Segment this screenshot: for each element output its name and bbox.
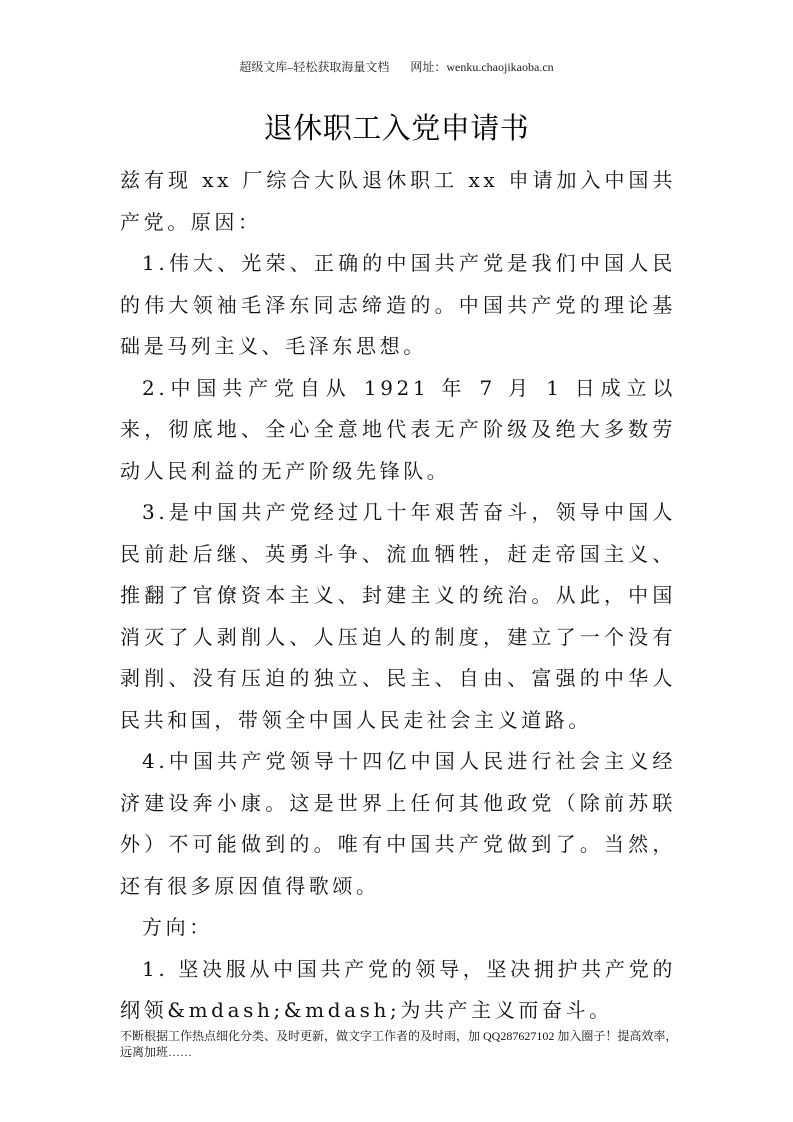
document-body [120, 160, 676, 1032]
url-label: 网址： [410, 60, 447, 74]
page-footer: 不断根据工作热点细化分类、及时更新，做文字工作者的及时雨，加 QQ287627102 加入圈子！提高效率，远离加班…… [120, 1029, 678, 1059]
direction-1-paragraph: 1. 坚决服从中国共产党的领导，坚决拥护共产党的纲领&mdash;&mdash;为共产主义而奋斗。 [120, 956, 676, 1022]
reason-1-paragraph: 1.伟大、光荣、正确的中国共产党是我们中国人民的伟大领袖毛泽东同志缔造的。中国共产党的理论基础是马列主义、毛泽东思想。 [120, 251, 676, 358]
document-title: 退休职工入党申请书 [263, 111, 530, 145]
reason-2-paragraph: 2.中国共产党自从 1921 年 7 月 1 日成立以来，彻底地、全心全意地代表无产阶级及绝大多数劳动人民利益的无产阶级先锋队。 [120, 375, 676, 483]
direction-heading: 方向： [142, 915, 213, 939]
reason-4-paragraph: 4.中国共产党领导十四亿中国人民进行社会主义经济建设奔小康。这是世界上任何其他政党（除前苏联外）不可能做到的。唯有中国共产党做到了。当然，还有很多原因值得歌颂。 [120, 749, 676, 898]
site-url: wenku.chaojikaoba.cn [446, 60, 554, 74]
page-header [0, 58, 793, 75]
reason-3-paragraph: 3.是中国共产党经过几十年艰苦奋斗，领导中国人民前赴后继、英勇斗争、流血牺牲，赶走帝国主义、推翻了官僚资本主义、封建主义的统治。从此，中国消灭了人剥削人、人压迫人的制度，建立了一个没有剥削、没有压迫的独立、民主、自由、富强的中华人民共和国，带领全中国人民走社会主义道路。 [120, 500, 676, 732]
intro-paragraph: 兹有现 xx 厂综合大队退休职工 xx 申请加入中国共产党。原因： [120, 168, 676, 234]
site-name: 超级文库–轻松获取海量文档 [239, 60, 390, 74]
